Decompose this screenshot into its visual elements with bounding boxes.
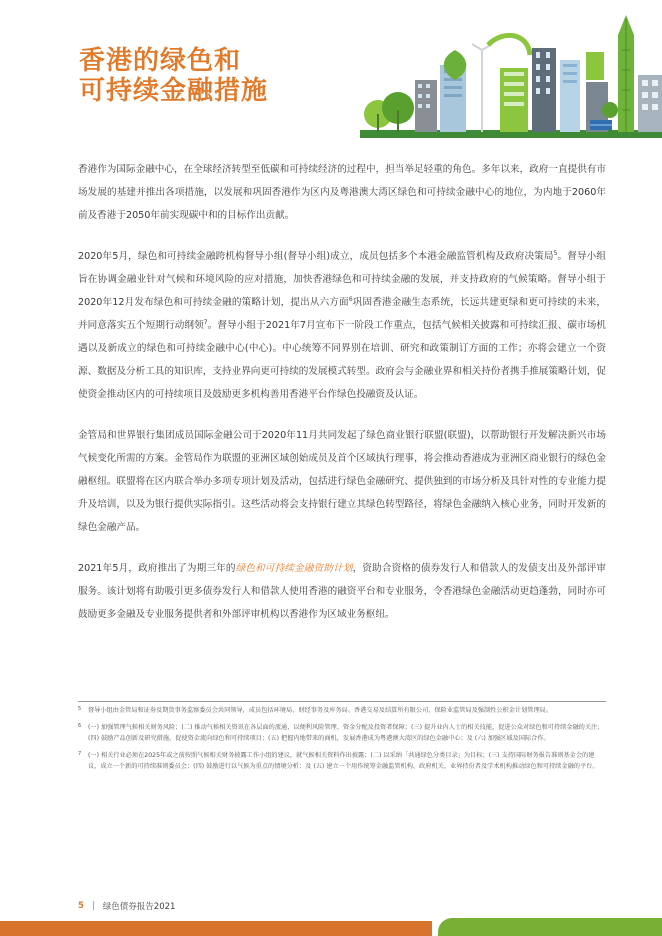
footnote-ref-6[interactable]: 6 — [348, 295, 353, 303]
page-footer — [78, 900, 175, 912]
paragraph-2-part-b: 。督导小组旨在协调金融业针对气候和环境风险的应对措施，加快香港绿色和可持续金融的发展，并支持政府的气候策略。督导小组于2020年12月发布绿色和可持续金融的策略计划，提出从六方面 — [78, 251, 606, 308]
title-line-2: 可持续金融措施 — [79, 76, 269, 106]
footnote-text: 督导小组由金管局和证券及期货事务监察委员会共同领导，成员包括环境局、财经事务及库务局、香港交易及结算所有限公司、保险业监管局及强制性公积金计划管理局。 — [88, 707, 553, 714]
title-line-1: 香港的绿色和 — [79, 46, 242, 76]
body-text — [78, 158, 606, 644]
footnote-number: 7 — [78, 751, 82, 757]
page-number: 5 — [78, 901, 84, 911]
paragraph-2-part-c: 巩固香港金融生态系统，长远共建更绿和更可持续的未来，并同意落实五个短期行动纲领 — [78, 297, 607, 331]
footnote-ref-7[interactable]: 7 — [203, 318, 208, 326]
paragraph-4-part-b: ，资助合资格的债券发行人和借款人的发债支出及外部评审服务。该计划将有助吸引更多债券发行人和借款人使用香港的融资平台和专业服务，令香港绿色金融活动更趋蓬勃，同时亦可鼓励更多金融及专业服务提供者和外部评审机构以香港作为区域业务枢纽。 — [78, 563, 606, 620]
report-name: 绿色债券报告2021 — [102, 902, 176, 912]
paragraph-4 — [78, 557, 606, 626]
footnotes — [78, 705, 606, 778]
footnote-5 — [78, 705, 606, 716]
paragraph-4-part-a: 2021年5月，政府推出了为期三年的 — [78, 563, 236, 574]
grant-scheme-link[interactable]: 绿色和可持续金融资助计划 — [235, 563, 353, 574]
paragraph-2-part-a: 2020年5月，绿色和可持续金融跨机构督导小组(督导小组)成立，成员包括多个本港金融监管机构及政府决策局 — [78, 251, 554, 262]
footnote-6 — [78, 722, 606, 744]
footnote-divider — [78, 701, 606, 702]
footnote-7 — [78, 750, 606, 772]
paragraph-2-part-d: 。督导小组于2021年7月宣布下一阶段工作重点，包括气候相关披露和可持续汇报、碳市场机遇以及新成立的绿色和可持续金融中心(中心)。中心统筹不同界别在培训、研究和政策制订方面的工作；亦将会建立一个资源、数据及分析工具的知识库，支持业界向更可持续的发展模式转型。政府会与金融业界和相关持份者携手推展策略计划，促使资金推动区内的可持续项目及鼓励更多机构善用香港平台作绿色投融资及认证。 — [78, 320, 606, 400]
footer-bar-green — [438, 918, 662, 936]
footnote-ref-5[interactable]: 5 — [553, 249, 558, 257]
paragraph-3: 金管局和世界银行集团成员国际金融公司于2020年11月共同发起了绿色商业银行联盟(联盟)，以帮助银行开发解决新兴市场气候变化所需的方案。金管局作为联盟的亚洲区域创始成员及首个区域执行理事，将会推动香港成为亚洲区商业银行的绿色金融枢纽。联盟将在区内联合举办多项专项计划及活动，包括进行绿色金融研究、提供独到的市场分析及具针对性的专业能力提升及培训，以及为银行提供实际指引。这些活动将会支持银行建立其绿色转型路径，将绿色金融纳入核心业务，同时开发新的绿色金融产品。 — [78, 430, 606, 533]
green-city-skyline-illustration — [360, 10, 662, 138]
footnote-number: 5 — [78, 706, 82, 712]
footer-bar-orange — [0, 921, 432, 936]
paragraph-2 — [78, 245, 606, 406]
footnote-text: (一) 相关行业必须在2025年或之前按照气候相关财务披露工作小组的建议，就气候相关资料作出披露；(二) 以采纳「共通绿色分类目录」为目标；(三) 支持国际财务报告准则基金会的建议，成立一个新的可持续准则委员会；(四) 鼓励进行以气候为重点的情境分析；及 (五) 建立一个用作统筹金融监管机构、政府机关、业界持份者及学术机构推动绿色和可持续金融的平台。 — [88, 752, 599, 770]
paragraph-1: 香港作为国际金融中心，在全球经济转型至低碳和可持续经济的过程中，担当举足轻重的角色。多年以来，政府一直提供有市场发展的基建并推出各项措施，以发展和巩固香港作为区内及粤港澳大湾区绿色和可持续金融中心的地位，为内地于2060年前及香港于2050年前实现碳中和的目标作出贡献。 — [78, 164, 606, 221]
footer-separator: | — [91, 901, 95, 911]
footnote-number: 6 — [78, 723, 82, 729]
footnote-text: (一) 加强管理气候相关财务风险；(二) 推动气候相关资讯在各层面的流通，以便利风险管理、资金分配及投资者保障；(三) 提升业内人士的相关技能，促进公众对绿色和可持续金融的关注；(四) 鼓励产品创新及研究措施，促使资金流向绿色和可持续项目；(五) 把握内地带来的商机，发展香港成为粤港澳大湾区的绿色金融中心；及 (六) 加强区域及国际合作。 — [88, 724, 604, 742]
page-title — [79, 46, 268, 106]
